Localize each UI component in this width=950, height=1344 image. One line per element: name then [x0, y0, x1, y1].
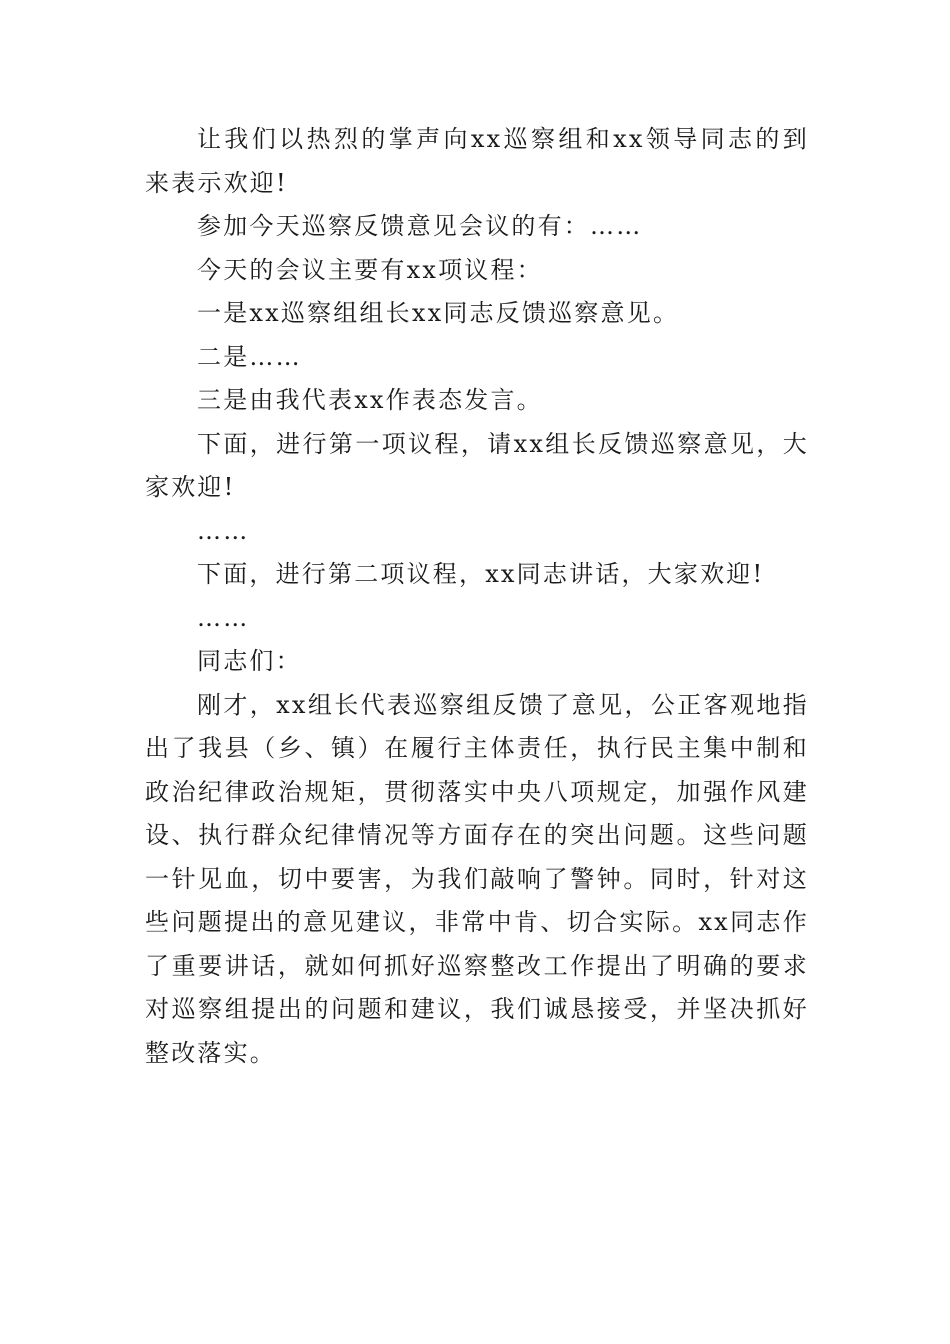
paragraph-salutation: 同志们：	[197, 647, 302, 675]
paragraph-ellipsis-1: ……	[197, 516, 250, 545]
paragraph-main-speech: 刚才，xx组长代表巡察组反馈了意见，公正客观地指出了我县（乡、镇）在履行主体责任，执行民主集中制和政治纪律政治规矩，贯彻落实中央八项规定，加强作风建设、执行群众纪律情况等方面存在的突出问题。这些问题一针见血，切中要害，为我们敲响了警钟。同时，针对这些问题提出的意见建议，非常中肯、切合实际。xx同志作了重要讲话，就如何抓好巡察整改工作提出了明确的要求对巡察组提出的问题和建议，我们诚恳接受，并坚决抓好整改落实。	[145, 690, 809, 1067]
paragraph-agenda-item-3: 三是由我代表xx作表态发言。	[197, 386, 543, 414]
paragraph-agenda-intro: 今天的会议主要有xx项议程：	[197, 255, 543, 284]
paragraph-ellipsis-2: ……	[197, 603, 250, 632]
paragraph-attendees: 参加今天巡察反馈意见会议的有：……	[197, 212, 643, 240]
paragraph-welcome: 让我们以热烈的掌声向xx巡察组和xx领导同志的到来表示欢迎!	[145, 125, 809, 197]
document-body	[145, 118, 809, 1075]
paragraph-agenda-item-1: 一是xx巡察组组长xx同志反馈巡察意见。	[197, 299, 680, 327]
paragraph-agenda-item-2: 二是……	[197, 342, 302, 371]
paragraph-first-item: 下面，进行第一项议程，请xx组长反馈巡察意见，大家欢迎!	[145, 429, 809, 501]
paragraph-second-item: 下面，进行第二项议程，xx同志讲话，大家欢迎!	[197, 560, 765, 588]
